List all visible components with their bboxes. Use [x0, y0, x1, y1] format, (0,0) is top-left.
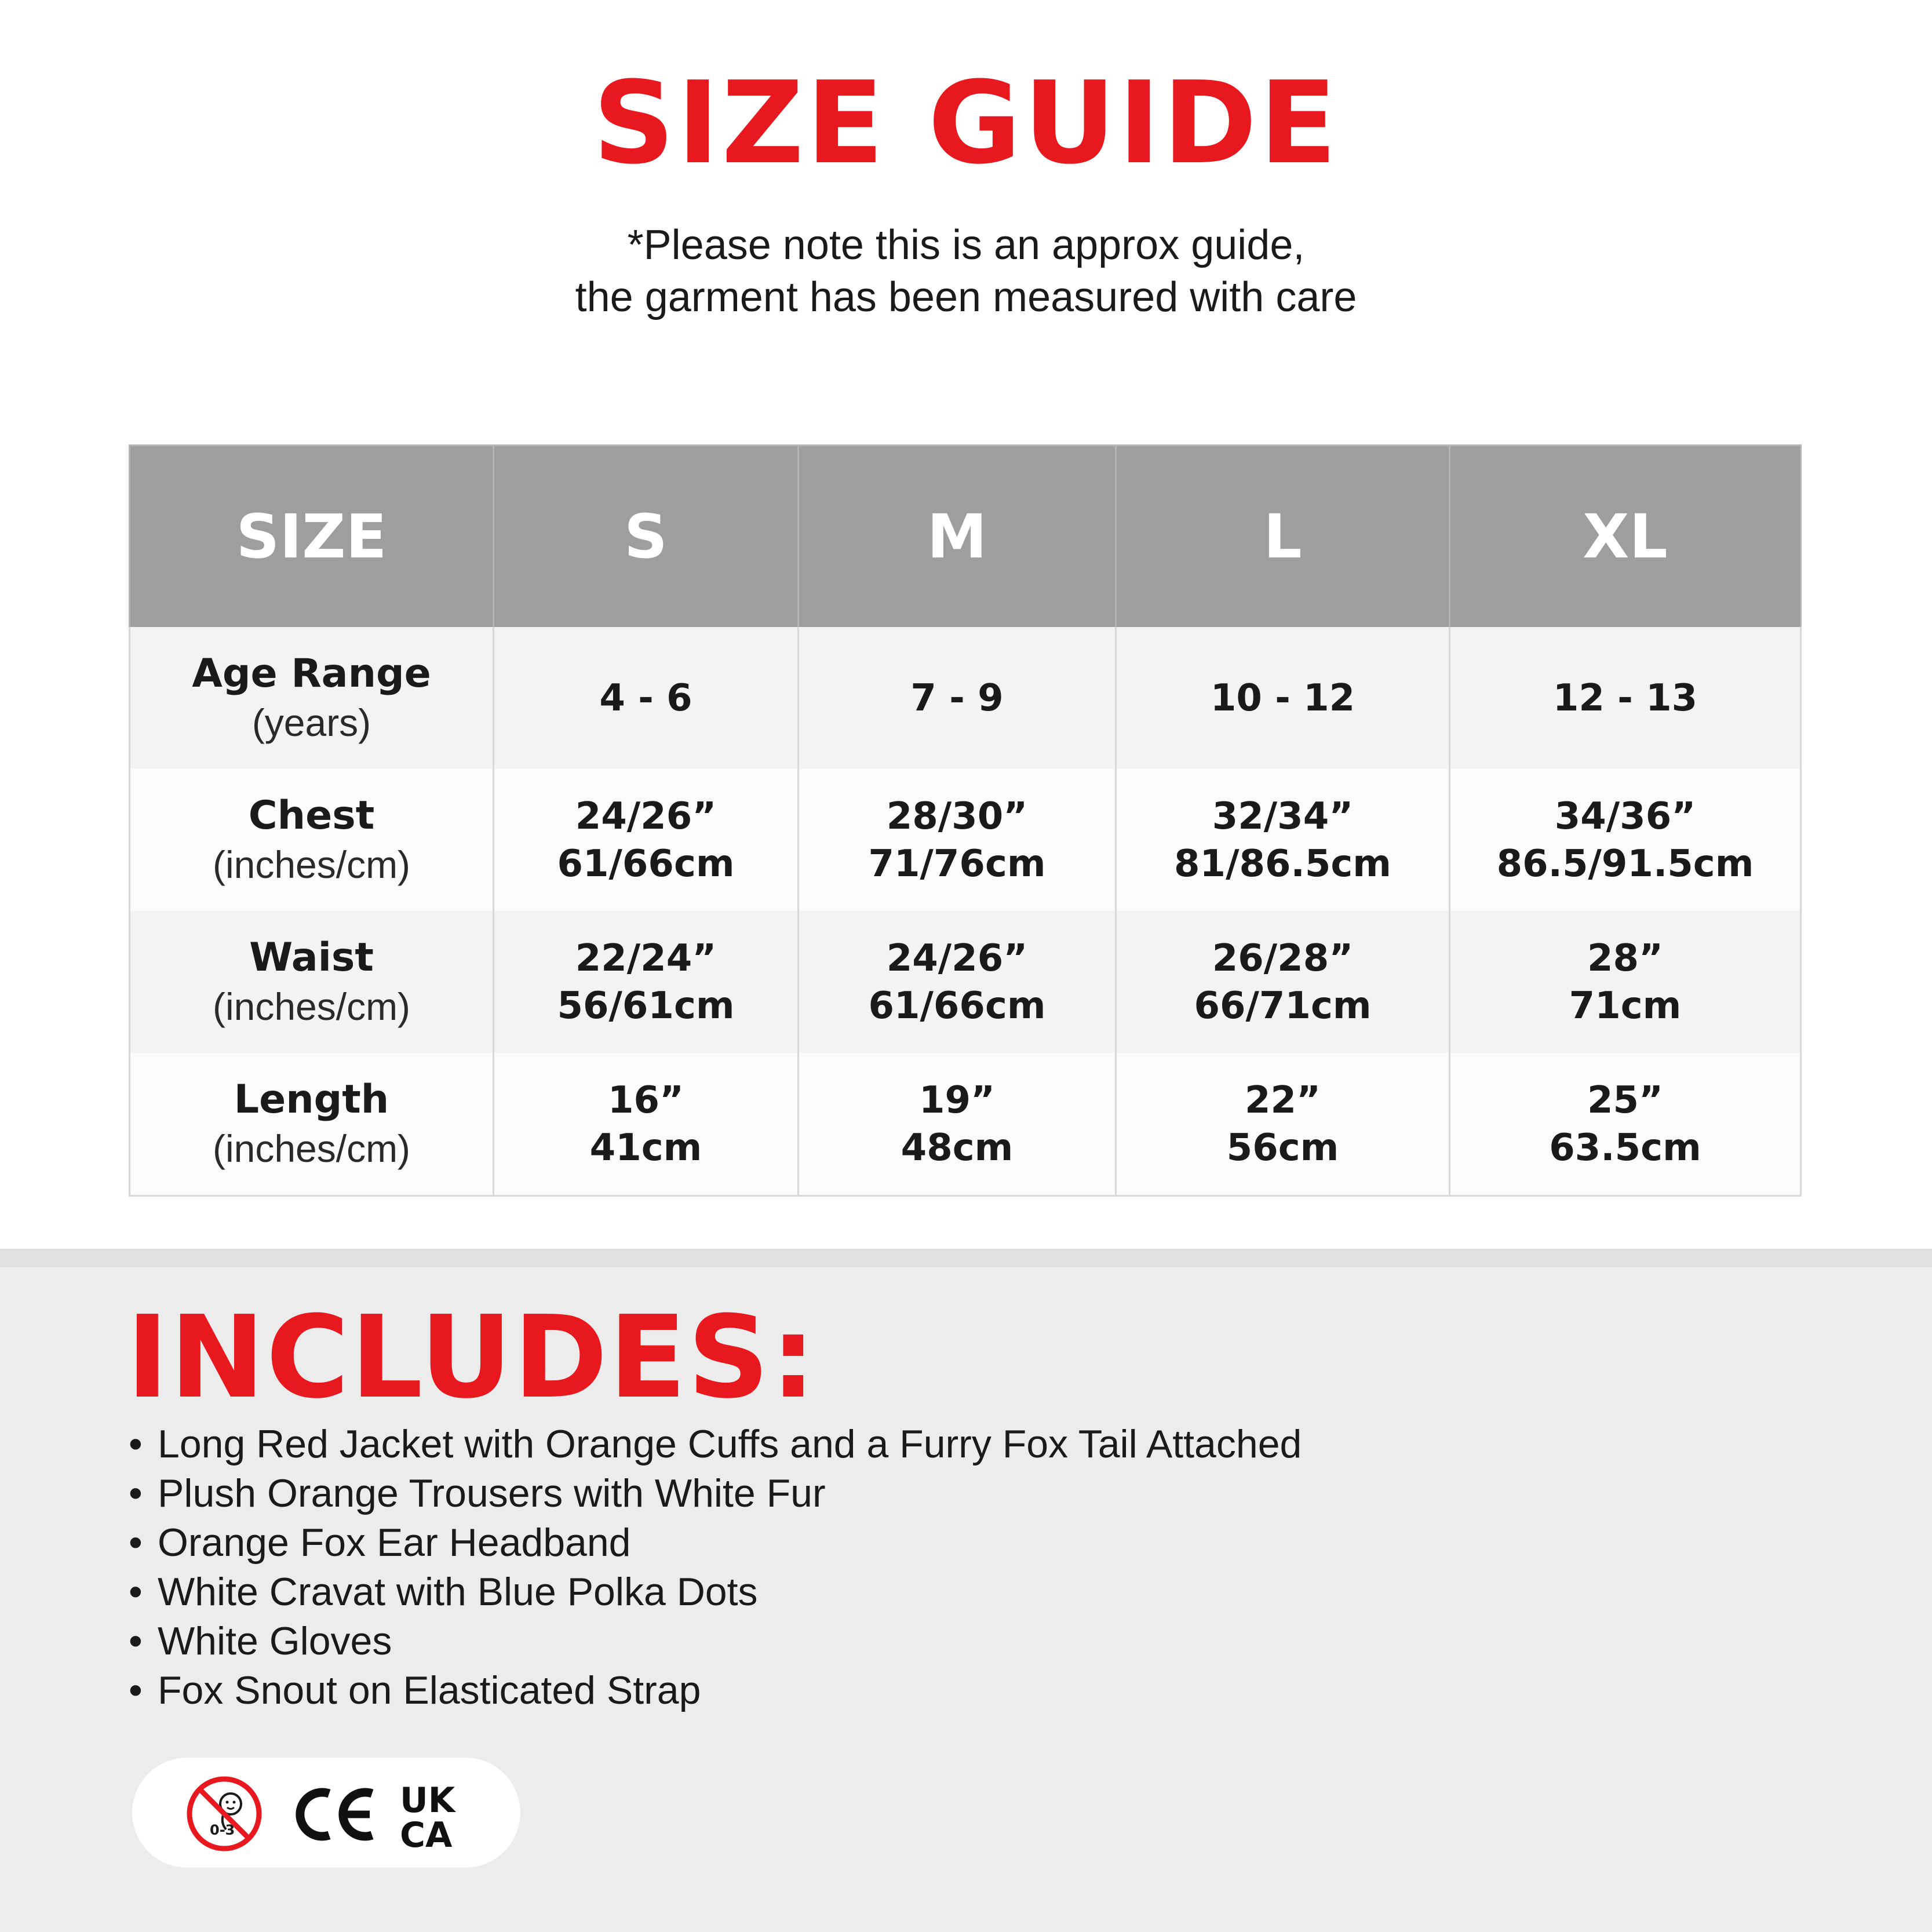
list-item — [129, 1518, 1302, 1568]
list-item — [129, 1617, 1302, 1666]
row-unit: (inches/cm) — [212, 985, 411, 1028]
header-l: L — [1116, 446, 1450, 628]
includes-title: INCLUDES: — [126, 1292, 817, 1424]
cell-value-inches: 34/36” — [1554, 794, 1696, 838]
row-label-cell — [130, 769, 494, 911]
header-xl: XL — [1450, 446, 1801, 628]
row-label: Chest — [248, 792, 375, 839]
list-item-text: Long Red Jacket with Orange Cuffs and a Furry Fox Tail Attached — [158, 1422, 1302, 1466]
cell-value-inches: 16” — [607, 1078, 684, 1122]
row-unit: (inches/cm) — [212, 843, 411, 886]
row-label-cell — [130, 627, 494, 769]
cell-value-cm: 71cm — [1569, 984, 1682, 1027]
size-note-line-1: *Please note this is an approx guide, — [627, 222, 1305, 268]
row-label: Length — [234, 1076, 389, 1122]
row-label: Age Range — [192, 650, 431, 697]
list-item — [129, 1666, 1302, 1715]
cell-value-cm: 61/66cm — [868, 984, 1046, 1027]
cell-value-inches: 22/24” — [575, 936, 717, 980]
list-item-text: Orange Fox Ear Headband — [158, 1521, 631, 1565]
table-cell — [1450, 627, 1801, 769]
table-cell — [494, 911, 799, 1053]
table-cell — [1450, 911, 1801, 1053]
table-row-waist — [130, 911, 1801, 1053]
list-item-text: White Cravat with Blue Polka Dots — [158, 1570, 758, 1614]
row-unit: (years) — [251, 701, 371, 744]
list-item-text: Fox Snout on Elasticated Strap — [158, 1668, 701, 1712]
bullet: • — [129, 1471, 143, 1515]
cell-value-cm: 66/71cm — [1194, 984, 1372, 1027]
cell-value-cm: 56/61cm — [557, 984, 735, 1027]
table-cell — [1450, 769, 1801, 911]
certification-badge — [132, 1758, 520, 1868]
ce-mark-icon — [293, 1785, 378, 1843]
cell-value-inches: 19” — [918, 1078, 996, 1122]
ukca-line-1: UK — [400, 1781, 455, 1821]
bullet: • — [129, 1422, 143, 1466]
table-cell — [799, 911, 1116, 1053]
table-cell — [1116, 627, 1450, 769]
cell-value: 12 - 13 — [1552, 676, 1698, 720]
cell-value-cm: 63.5cm — [1549, 1126, 1701, 1169]
cell-value-cm: 71/76cm — [868, 842, 1046, 885]
cell-value-inches: 28/30” — [886, 794, 1028, 838]
table-cell — [1116, 911, 1450, 1053]
includes-list — [129, 1420, 1302, 1715]
table-row-age-range — [130, 627, 1801, 769]
cell-value-inches: 32/34” — [1212, 794, 1354, 838]
list-item-text: Plush Orange Trousers with White Fur — [158, 1471, 826, 1515]
cell-value-inches: 26/28” — [1212, 936, 1354, 980]
table-cell — [1116, 1053, 1450, 1196]
header-size: SIZE — [130, 446, 494, 628]
ukca-line-2: CA — [400, 1815, 453, 1850]
page-title: SIZE GUIDE — [593, 57, 1339, 189]
size-note-line-2: the garment has been measured with care — [575, 274, 1357, 320]
bullet: • — [129, 1619, 143, 1663]
table-row-length — [130, 1053, 1801, 1196]
table-cell — [799, 627, 1116, 769]
cell-value: 10 - 12 — [1210, 676, 1355, 720]
list-item-text: White Gloves — [158, 1619, 392, 1663]
cell-value: 7 - 9 — [910, 676, 1004, 720]
bullet: • — [129, 1570, 143, 1614]
bullet: • — [129, 1521, 143, 1565]
row-label-cell — [130, 911, 494, 1053]
header-m: M — [799, 446, 1116, 628]
cell-value-inches: 24/26” — [886, 936, 1028, 980]
table-cell — [799, 1053, 1116, 1196]
table-cell — [494, 627, 799, 769]
cell-value-inches: 28” — [1587, 936, 1664, 980]
size-table — [129, 444, 1802, 1197]
ukca-mark-icon — [399, 1781, 474, 1850]
cell-value-cm: 41cm — [589, 1126, 702, 1169]
cell-value-cm: 86.5/91.5cm — [1496, 842, 1754, 885]
cell-value: 4 - 6 — [599, 676, 692, 720]
table-cell — [494, 769, 799, 911]
cell-value-cm: 81/86.5cm — [1174, 842, 1391, 885]
not-suitable-under-3-icon — [185, 1775, 263, 1853]
list-item — [129, 1568, 1302, 1617]
age-warning-label: 0-3 — [210, 1822, 235, 1838]
size-note — [0, 219, 1932, 323]
cell-value-inches: 22” — [1244, 1078, 1321, 1122]
list-item — [129, 1469, 1302, 1518]
list-item — [129, 1420, 1302, 1469]
row-label: Waist — [249, 934, 374, 980]
cell-value-cm: 61/66cm — [557, 842, 735, 885]
row-unit: (inches/cm) — [212, 1127, 411, 1170]
table-cell — [494, 1053, 799, 1196]
row-label-cell — [130, 1053, 494, 1196]
table-cell — [1116, 769, 1450, 911]
table-cell — [799, 769, 1116, 911]
header-s: S — [494, 446, 799, 628]
cell-value-inches: 25” — [1587, 1078, 1664, 1122]
table-cell — [1450, 1053, 1801, 1196]
bullet: • — [129, 1668, 143, 1712]
cell-value-cm: 48cm — [901, 1126, 1014, 1169]
cell-value-inches: 24/26” — [575, 794, 717, 838]
size-table-header-row — [130, 446, 1801, 628]
cell-value-cm: 56cm — [1226, 1126, 1339, 1169]
table-row-chest — [130, 769, 1801, 911]
